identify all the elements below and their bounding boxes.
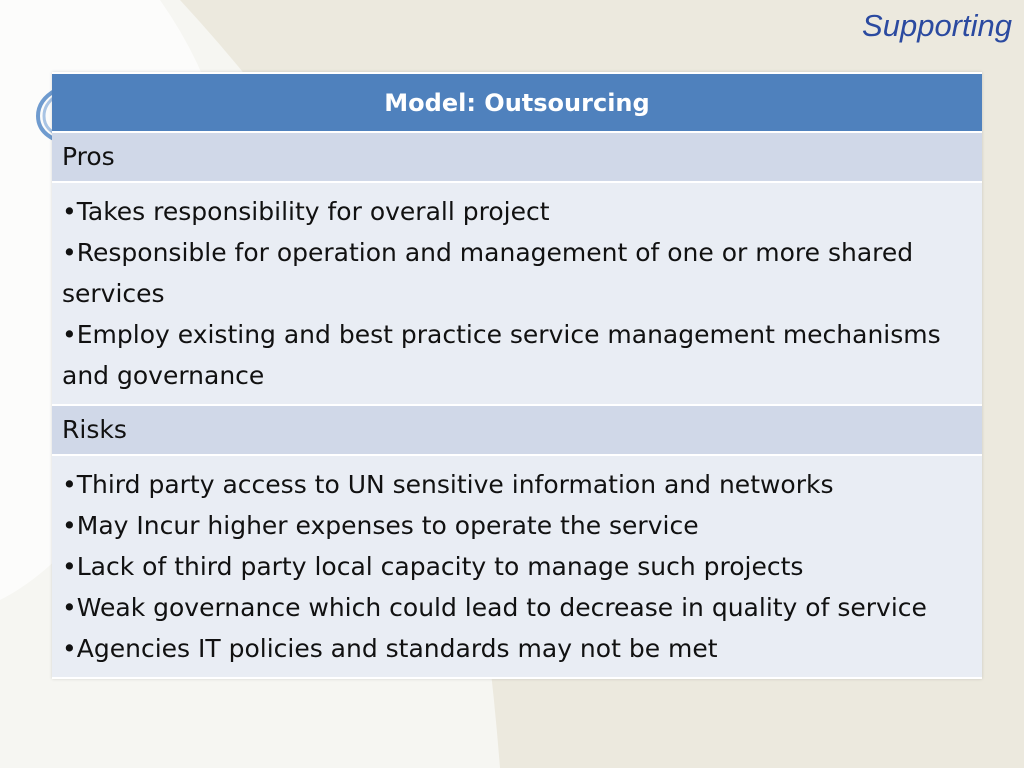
list-item: • Employ existing and best practice service management mechanisms and governance — [62, 314, 972, 396]
pros-label: Pros — [52, 132, 982, 182]
list-item: • Weak governance which could lead to decrease in quality of service — [62, 587, 972, 628]
risks-list — [62, 464, 972, 669]
pros-list — [62, 191, 972, 396]
risks-section-row — [52, 405, 982, 455]
pros-list-cell — [52, 182, 982, 405]
table-header-row — [52, 73, 982, 132]
risks-list-cell — [52, 455, 982, 678]
risks-body-row — [52, 455, 982, 678]
pros-section-row — [52, 132, 982, 182]
list-item: • Lack of third party local capacity to manage such projects — [62, 546, 972, 587]
list-item: • May Incur higher expenses to operate the service — [62, 505, 972, 546]
table-header: Model: Outsourcing — [52, 73, 982, 132]
outsourcing-model-table — [52, 72, 982, 679]
list-item: • Takes responsibility for overall project — [62, 191, 972, 232]
risks-label: Risks — [52, 405, 982, 455]
list-item: • Third party access to UN sensitive information and networks — [62, 464, 972, 505]
list-item: • Responsible for operation and management of one or more shared services — [62, 232, 972, 314]
pros-body-row — [52, 182, 982, 405]
slide-title: Supporting — [862, 8, 1012, 43]
list-item: • Agencies IT policies and standards may not be met — [62, 628, 972, 669]
